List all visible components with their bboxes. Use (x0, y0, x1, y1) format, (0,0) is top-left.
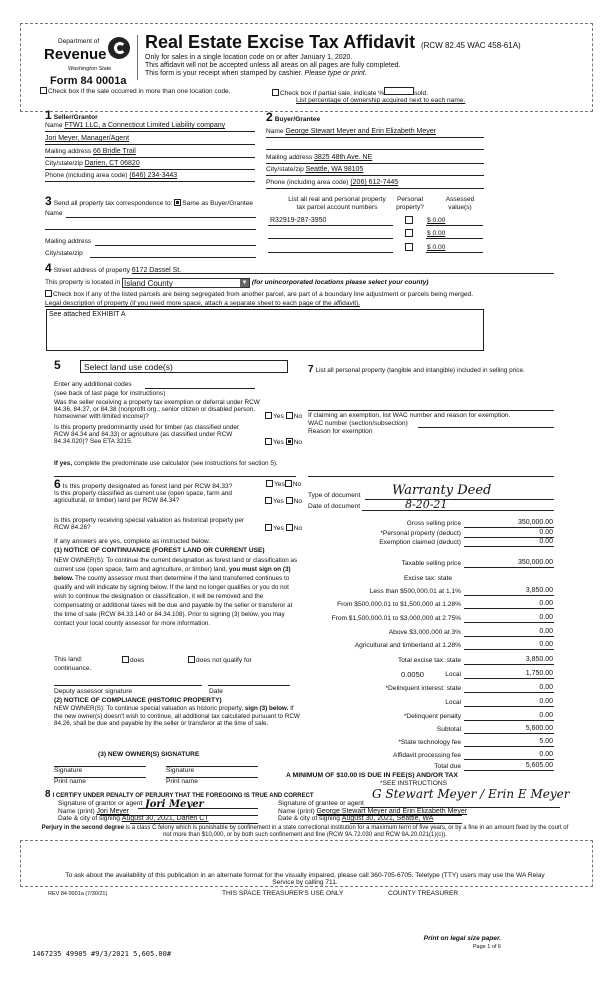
see-instructions: *SEE INSTRUCTIONS (380, 780, 448, 787)
tax-row-label: Gross selling price (406, 520, 461, 527)
notice1-text: NEW OWNER(S): To continue the current designation as forest land or classification as current use (open space, farm and agriculture, or timber) land, you must sign on (3) below. The county assessor must then determine if the land transferred continues to qualify and will indicate by signing below. If the land no longer qualifies or you do not wish to continue the designation or classification, it will be removed and the compensating or additional taxes will be due and payable by the seller or transferor at the time of sale (RCW 84.33.140 or 84.34.108). Prior to signing (3) below, you may contact your local county assessor for more information. (54, 557, 298, 627)
assessed-value[interactable]: $ 0.00 (427, 217, 446, 224)
section7-text: 7 List all personal property (tangible and intangible) included in selling price. (308, 364, 525, 375)
dept-label: Department of (58, 38, 100, 45)
tax-row-label: Local (445, 699, 461, 706)
tax-row-value[interactable]: 5,605.00 (525, 762, 553, 769)
perjury-notice: Perjury in the second degree is a class C felony which is punishable by confinement in a state correctional institution for a maximum term of five years, or by a fine in an amount fixed by the court of not more than $10,000, or by both such confinement and fine (RCW 9A.72.030 and RCW 9A.20.021(1)(c)). (41, 825, 569, 838)
tax-row-label: Local (445, 671, 461, 678)
exemption-note: If claiming an exemption, list WAC number and reason for exemption. (308, 412, 511, 419)
dropdown-arrow-icon[interactable]: ▼ (241, 280, 248, 286)
local-rate: 0.0050 (401, 670, 424, 679)
tax-row-label: *Delinquent interest: state (385, 685, 461, 692)
county-select[interactable]: Island County ▼ (122, 278, 250, 288)
date-of-document[interactable]: Date of document (308, 503, 361, 510)
type-of-document[interactable]: Type of document (308, 492, 361, 499)
segregation-checkbox[interactable]: Check box if any of the listed parcels are being segregated from another parcel, are part of a boundary line adjustment or parcels being merged. (45, 290, 473, 299)
tax-row-value[interactable]: 5,600.00 (525, 725, 553, 732)
tax-row-label: Exemption claimed (deduct) (379, 539, 461, 546)
tax-row-label: Total due (434, 763, 461, 770)
tax-row-label: *Delinquent penalty (403, 713, 461, 720)
grantor-date[interactable]: Date & city of signing August 30, 2021, Darien CT (58, 815, 209, 822)
list-pct-note: List percentage of ownership acquired next to each name. (296, 97, 466, 104)
deputy-sig-label: Deputy assessor signature (54, 688, 133, 695)
tax-row-label: From $500,000.01 to $1,500,000 at 1.28% (337, 601, 461, 608)
assessed-value[interactable]: $ 0.00 (427, 230, 446, 237)
does-not-checkbox[interactable]: does not qualify for (188, 656, 252, 665)
grantor-name[interactable]: Name (print) Jori Meyer (58, 808, 130, 815)
tax-row-label: Excise tax: state (403, 575, 452, 582)
tax-row-value[interactable]: 0.00 (539, 698, 553, 705)
revenue-logo-text: Revenue (44, 46, 107, 63)
tax-row-value[interactable]: 0.00 (539, 712, 553, 719)
seller-city[interactable]: City/state/zip Darien, CT 06820 (45, 160, 140, 167)
grantee-date[interactable]: Date & city of signing August 30, 2021, Seattle, WA (278, 815, 434, 822)
tax-row-label: *Personal property (deduct) (380, 530, 461, 537)
parcel-header: List all real and personal property tax parcel account numbers (288, 196, 386, 211)
form-number: Form 84 0001a (50, 75, 127, 87)
section3-title: 3 Send all property tax correspondence to: Same as Buyer/Grantee (45, 194, 254, 208)
buyer-mail[interactable]: Mailing address 3825 48th Ave. NE (266, 154, 373, 161)
grantor-signature-image: Jori Meyer (145, 799, 204, 810)
state-label: Washington State (68, 66, 112, 72)
notice2-title: (2) NOTICE OF COMPLIANCE (HISTORIC PROPERTY) (54, 697, 222, 704)
tax-row-label: Affidavit processing fee (392, 752, 461, 759)
partial-sale-checkbox[interactable]: Check box if partial sale, indicate % sold. (272, 87, 428, 98)
tax-row-value[interactable]: 0.00 (539, 538, 553, 545)
buyer-name[interactable]: Name George Stewart Meyer and Erin Elizabeth Meyer (266, 128, 437, 135)
notice2-text: NEW OWNER(S): To continue special valuation as historic property, sign (3) below. If the new owner(s) doesn't wish to continue, all additional tax calculated pursuant to RCW 84.26, shall be due and payable by the seller or transferor at the time of sale. (54, 705, 300, 727)
receipt-stamp: 1467235 49905 #9/3/2021 5,605.00# (32, 950, 172, 958)
tax-row-value[interactable]: 0.00 (539, 628, 553, 635)
partial-pct-field[interactable] (384, 87, 414, 95)
section5-num: 5 (54, 358, 61, 372)
legal-desc-label: Legal description of property (if you need more space, attach a separate sheet to each page of the affidavit). (45, 300, 361, 307)
s6-q1-yesno[interactable]: Yes No (266, 480, 301, 489)
grantee-signature[interactable]: Signature of grantee or agent (278, 800, 364, 807)
county-row: This property is located in Island County ▼ (for unincorporated locations please select your county) (45, 279, 429, 288)
if-any-yes: If any answers are yes, complete as instructed below. (54, 538, 211, 545)
tax-row-label: Above $3,000,000 at 3% (388, 629, 461, 636)
type-of-document-value[interactable]: Warranty Deed (392, 483, 492, 498)
tax-row-value[interactable]: 350,000.00 (517, 519, 553, 526)
alt-format-notice: To ask about the availability of this publication in an alternate format for the visually impaired, please call 360-705-6705. Teletype (TTY) users may use the WA Relay Service by calling 711. (65, 872, 545, 886)
s5-note: If yes, complete the predominate use calculator (see instructions for section 5). (54, 460, 278, 467)
minimum-due-note: A MINIMUM OF $10.00 IS DUE IN FEE(S) AND/OR TAX (286, 772, 458, 779)
street-address[interactable]: 4 Street address of property 6172 Dassel St. (45, 261, 182, 275)
tax-row-value[interactable]: 350,000.00 (517, 559, 553, 566)
s6-q2: Is this property classified as current use (open space, farm and agricultural, or timber) land per RCW 84.34? (54, 490, 232, 504)
buyer-city[interactable]: City/state/zip Seattle, WA 98105 (266, 166, 364, 173)
assessed-header: Assessed value(s) (445, 196, 475, 211)
section2-title: 2 Buyer/Grantee (266, 110, 321, 124)
tax-row-value[interactable]: 3,850.00 (525, 656, 553, 663)
s3-mail-label: Mailing address (45, 238, 92, 245)
tax-row-value[interactable]: 0.00 (539, 684, 553, 691)
certify-statement: 8 I CERTIFY UNDER PENALTY OF PERJURY THAT THE FOREGOING IS TRUE AND CORRECT (45, 789, 314, 800)
additional-codes[interactable]: Enter any additional codes (54, 381, 132, 388)
legal-paper-note: Print on legal size paper. (423, 935, 501, 942)
s5-q1: Was the seller receiving a property tax exemption or deferral under RCW 84.36, 84.37, or 84.38 (nonprofit org., senior citizen or disabled person, homeowner with limited income)? (54, 399, 260, 420)
date-of-document-value[interactable]: 8-20-21 (405, 498, 448, 511)
seller-name[interactable]: Name FTW1 LLC, a Connecticut Limited Liability company (45, 122, 226, 129)
seller-mail[interactable]: Mailing address 66 Bridle Trail (45, 148, 136, 155)
see-back: (see back of last page for instructions) (54, 390, 166, 397)
tax-row-label: *State technology fee (398, 739, 461, 746)
s5-q2: Is this property predominantly used for timber (as classified under RCW 84.34 and 84.33) or agriculture (as classified under RCW 84.34.020)? See ETA 3215. (54, 424, 240, 445)
s6-q2-yesno[interactable]: Yes No (265, 497, 302, 506)
parcel-number[interactable]: R32919-287-3950 (270, 217, 327, 224)
revenue-logo-icon (108, 37, 130, 59)
s3-city-label: City/state/zip (45, 250, 83, 257)
wac-number[interactable]: WAC number (section/subsection) (308, 420, 408, 427)
reason-label: Reason for exemption (308, 428, 373, 435)
rcw-ref: (RCW 82.45 WAC 458-61A) (420, 41, 521, 50)
grantor-signature[interactable]: Signature of grantor or agent (58, 800, 143, 807)
new-owner-print-2[interactable]: Print name (166, 778, 198, 785)
buyer-phone[interactable]: Phone (including area code) (206) 612-7445 (266, 179, 399, 186)
same-as-buyer-checkbox[interactable] (174, 199, 181, 206)
s6-q1: 6 Is this property designated as forest land per RCW 84.33? (54, 477, 233, 491)
land-use-select[interactable]: Select land use code(s) (80, 360, 288, 373)
personal-property-checkbox[interactable] (405, 243, 413, 251)
tax-row-label: Subtotal (436, 726, 461, 733)
notice1-title: (1) NOTICE OF CONTINUANCE (FOREST LAND OR CURRENT USE) (54, 547, 265, 554)
page-number: Page 1 of 6 (472, 944, 501, 950)
s6-q3-yesno[interactable]: Yes No (265, 524, 302, 533)
multi-location-checkbox[interactable]: Check box if the sale occurred in more than one location code. (40, 87, 231, 96)
tax-row-value[interactable]: 0.00 (539, 614, 553, 621)
this-land-label: This land: (54, 656, 83, 663)
tax-row-value[interactable]: 0.00 (539, 529, 553, 536)
does-checkbox[interactable]: does (122, 656, 144, 665)
tax-row-value[interactable]: 0.00 (539, 641, 553, 648)
county-treasurer: COUNTY TREASURER (388, 890, 459, 897)
s5-q1-yesno[interactable]: Yes No (265, 412, 302, 421)
rev-number: REV 84 0001a (7/30/21) (48, 891, 108, 897)
seller-name-2[interactable]: Jori Meyer, Manager/Agent (45, 135, 130, 142)
deputy-date-label: Date (209, 688, 223, 695)
s5-q2-yesno[interactable]: Yes No (265, 438, 302, 447)
treasurer-use: THIS SPACE TREASURER'S USE ONLY (222, 890, 344, 897)
notice3-title: (3) NEW OWNER(S) SIGNATURE (98, 751, 200, 758)
header-line-3: This form is your receipt when stamped by cashier. Please type or print. (145, 70, 367, 77)
tax-row-label: Agricultural and timberland at 1.28% (354, 642, 461, 649)
seller-phone[interactable]: Phone (including area code) (646) 234-3443 (45, 172, 178, 179)
tax-row-label: Total excise tax: state (397, 657, 461, 664)
legal-description-field[interactable]: See attached EXHIBIT A (46, 309, 484, 351)
personal-header: Personal property? (396, 196, 424, 211)
s6-q3: Is this property receiving special valuation as historical property per RCW 84.26? (54, 517, 245, 531)
new-owner-signature-1[interactable]: Signature (54, 767, 83, 774)
personal-property-checkbox[interactable] (405, 216, 413, 224)
tax-row-value[interactable]: 1,750.00 (525, 670, 553, 677)
grantee-signature-image: G Stewart Meyer / Erin E Meyer (372, 787, 570, 801)
s3-name-label: Name (45, 210, 63, 217)
tax-row-value[interactable]: 3,850.00 (525, 587, 553, 594)
tax-row-label: From $1,500,000.01 to $3,000,000 at 2.75% (331, 615, 461, 622)
header-line-2: This affidavit will not be accepted unless all areas on all pages are fully completed. (145, 62, 401, 69)
personal-property-checkbox[interactable] (405, 229, 413, 237)
grantee-name[interactable]: Name (print) George Stewart Meyer and Erin Elizabeth Meyer (278, 808, 468, 815)
tax-row-value[interactable]: 5.00 (539, 738, 553, 745)
header-divider (137, 35, 138, 80)
new-owner-signature-2[interactable]: Signature (166, 767, 195, 774)
new-owner-print-1[interactable]: Print name (54, 778, 86, 785)
header-line-1: Only for sales in a single location code on or after January 1, 2020. (145, 54, 353, 61)
tax-row-value[interactable]: 0.00 (539, 600, 553, 607)
tax-row-value[interactable]: 0.00 (539, 751, 553, 758)
tax-row-label: Taxable selling price (401, 560, 461, 567)
assessed-value[interactable]: $ 0.00 (427, 244, 446, 251)
form-title: Real Estate Excise Tax Affidavit (145, 32, 416, 52)
section1-title: 1 Seller/Grantor (45, 108, 98, 122)
tax-row-label: Less than $500,000.01 at 1.1% (369, 588, 461, 595)
continuance-label: continuance. (54, 665, 92, 672)
